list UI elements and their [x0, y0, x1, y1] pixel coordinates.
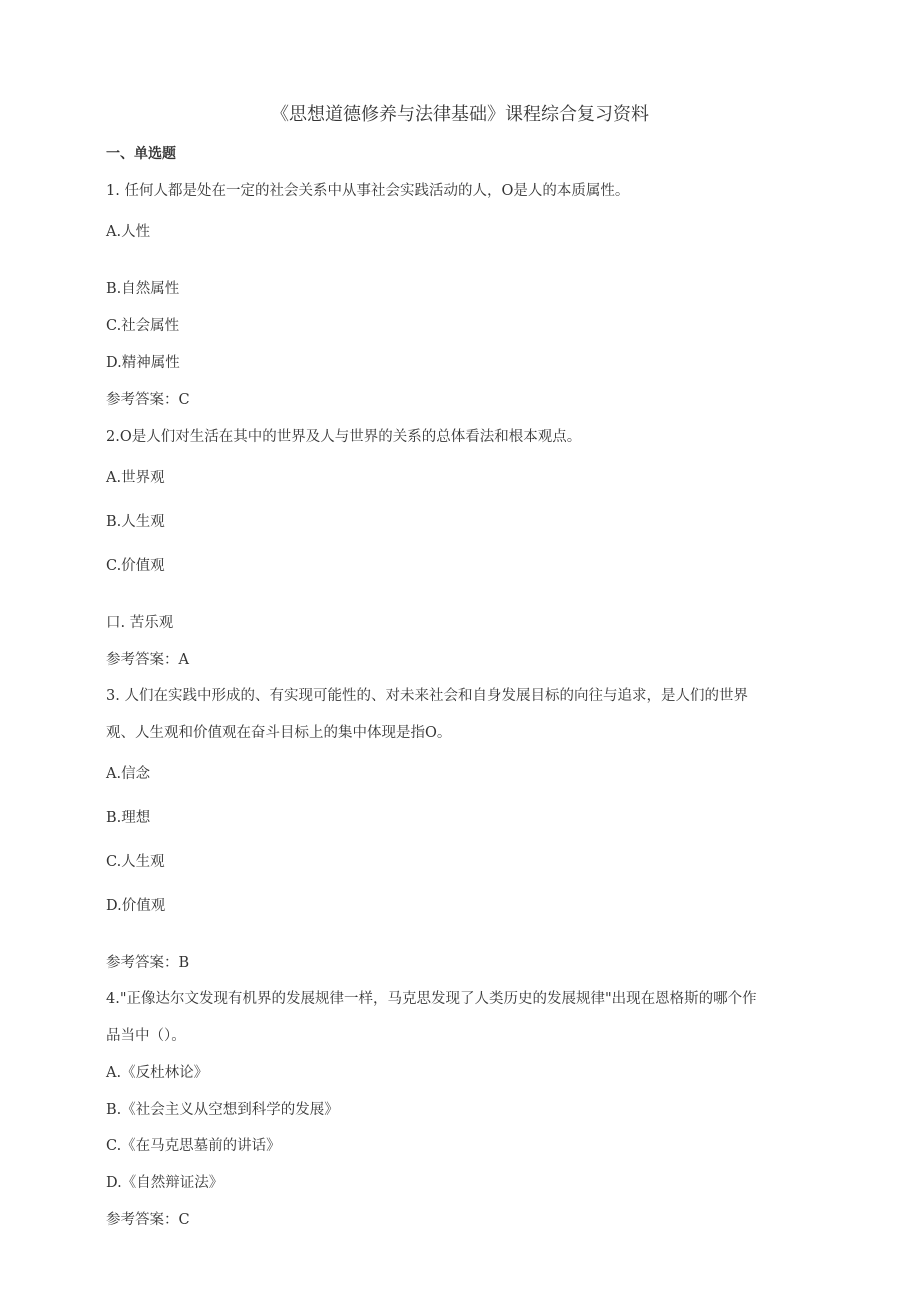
question-4-option-b: B.《社会主义从空想到科学的发展》: [106, 1102, 339, 1118]
question-3-stem-line-2: 观、人生观和价值观在奋斗目标上的集中体现是指O。: [106, 725, 452, 741]
question-1-option-d: D.精神属性: [106, 355, 180, 371]
question-3-stem-line-1: 3. 人们在实践中形成的、有实现可能性的、对未来社会和自身发展目标的向往与追求，是人们的世界: [106, 688, 748, 704]
question-1-option-a: A.人性: [106, 224, 151, 240]
question-1-option-b: B.自然属性: [106, 281, 180, 297]
section-title: 一、单选题: [106, 146, 176, 162]
question-4-option-a: A.《反杜林论》: [106, 1065, 209, 1081]
question-3-option-a: A.信念: [106, 766, 151, 782]
document-title: 《思想道德修养与法律基础》课程综合复习资料: [271, 104, 649, 125]
question-3-answer: 参考答案：B: [106, 955, 190, 971]
question-2-answer: 参考答案：A: [106, 652, 189, 668]
question-3-option-d: D.价值观: [106, 898, 166, 914]
question-1-stem: 1. 任何人都是处在一定的社会关系中从事社会实践活动的人，O是人的本质属性。: [106, 183, 630, 199]
question-4-option-c: C.《在马克思墓前的讲话》: [106, 1138, 281, 1154]
question-1-answer: 参考答案：C: [106, 392, 190, 408]
question-2-option-d: 口. 苦乐观: [106, 615, 174, 631]
question-3-option-b: B.理想: [106, 810, 151, 826]
question-4-stem-line-1: 4."正像达尔文发现有机界的发展规律一样，马克思发现了人类历史的发展规律"出现在恩格斯的哪个作: [106, 991, 757, 1007]
question-4-answer: 参考答案：C: [106, 1212, 190, 1228]
question-3-option-c: C.人生观: [106, 854, 165, 870]
question-2-option-b: B.人生观: [106, 514, 165, 530]
question-2-option-a: A.世界观: [106, 470, 165, 486]
question-1-option-c: C.社会属性: [106, 318, 180, 334]
question-4-option-d: D.《自然辩证法》: [106, 1175, 224, 1191]
question-4-stem-line-2: 品当中（）。: [106, 1028, 186, 1044]
question-2-stem: 2.O是人们对生活在其中的世界及人与世界的关系的总体看法和根本观点。: [106, 429, 582, 445]
question-2-option-c: C.价值观: [106, 558, 165, 574]
